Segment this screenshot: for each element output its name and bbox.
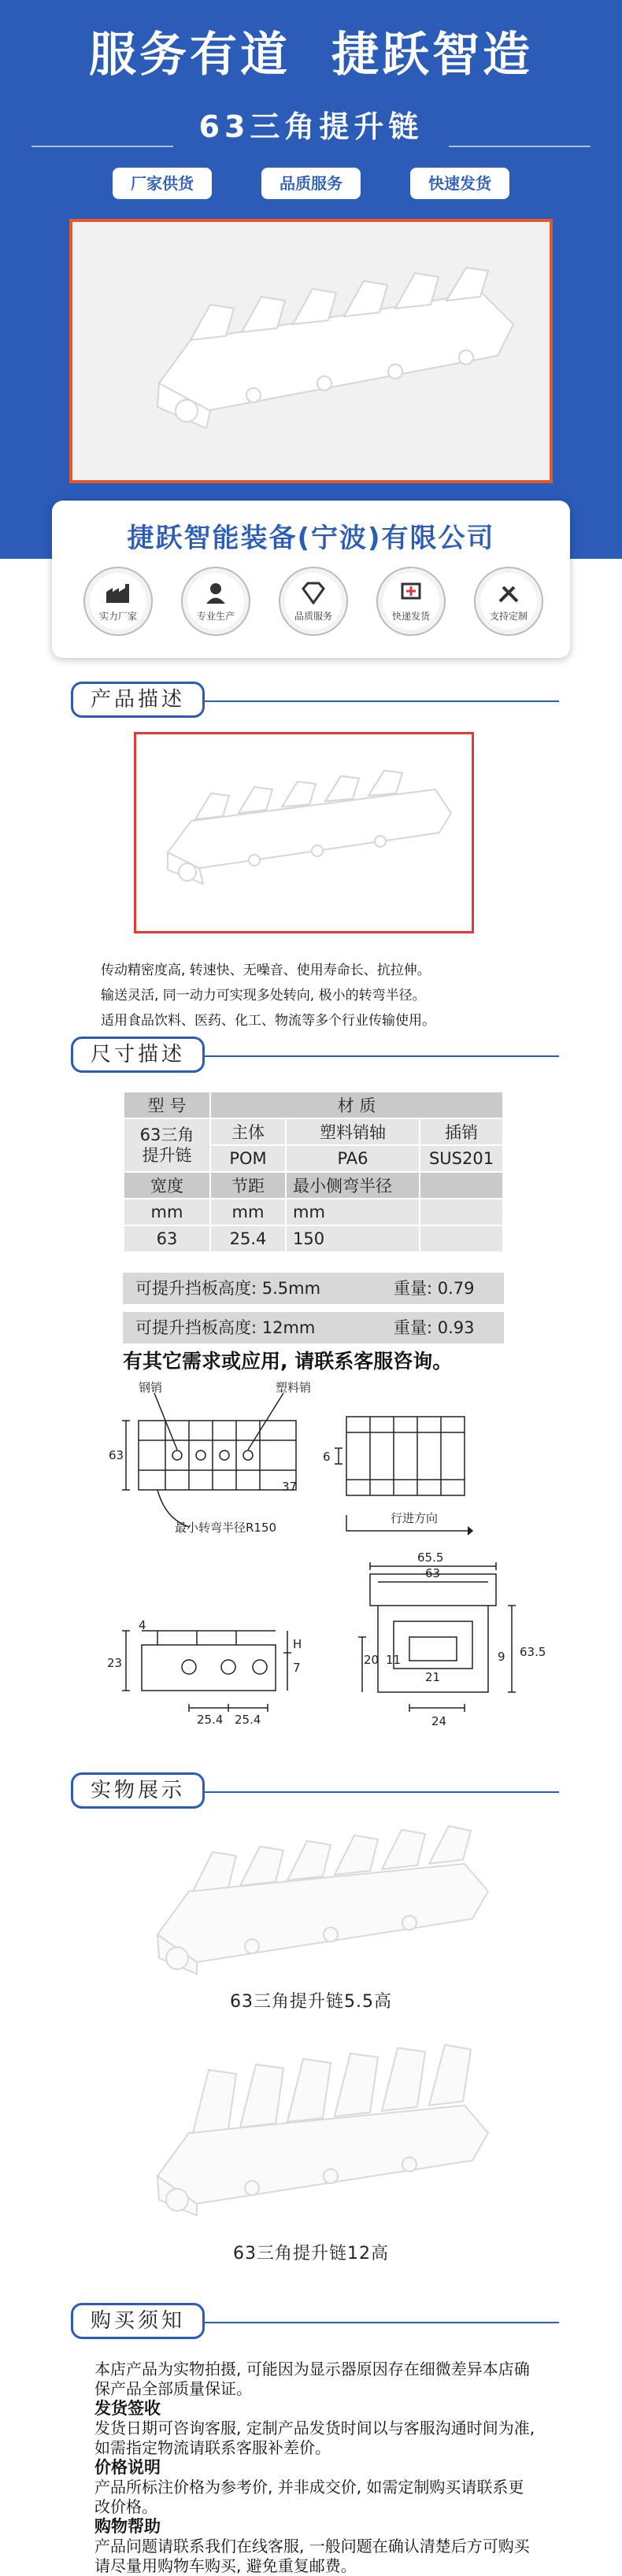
- spec-unit-pitch: mm: [210, 1199, 286, 1225]
- pill-factory-supply: 厂家供货: [113, 168, 212, 199]
- section-header-description: 产品描述: [71, 682, 205, 718]
- purchase-heading-price: 价格说明: [94, 2458, 161, 2477]
- bar1-height: 可提升挡板高度: 5.5mm: [135, 1279, 321, 1298]
- purchase-notes: [94, 2360, 535, 2576]
- purchase-heading-help: 购物帮助: [94, 2517, 161, 2536]
- spec-unit-radius: mm: [286, 1199, 420, 1225]
- dim-63-top: 63: [109, 1448, 124, 1462]
- spec-col-pitch: 节距: [210, 1172, 286, 1199]
- purchase-paragraph-4: 产品问题请联系我们在线客服, 一般问题在确认清楚后方可购买请尽量用购物车购买, 避免重复邮费。: [94, 2537, 530, 2575]
- bar2-height: 可提升挡板高度: 12mm: [135, 1318, 316, 1337]
- spec-model-name: 63三角 提升链: [124, 1118, 210, 1172]
- purchase-paragraph-2: 发货日期可咨询客服, 定制产品发货时间以与客服沟通时间为准, 如需指定物流请联系客服补差价。: [94, 2419, 535, 2457]
- product-title: 63三角提升链: [198, 109, 424, 144]
- spec-header-model: 型 号: [124, 1092, 210, 1118]
- dim-23: 23: [107, 1656, 123, 1670]
- spec-col-radius: 最小侧弯半径: [286, 1172, 420, 1199]
- dim-63-5: 63.5: [520, 1645, 546, 1659]
- description-line-3: 适用食品饮料、医药、化工、物流等多个行业传输使用。: [101, 1013, 435, 1029]
- section-header-gallery: 实物展示: [71, 1772, 205, 1809]
- dim-6: 6: [323, 1450, 331, 1464]
- dim-4: 4: [139, 1618, 146, 1632]
- badge-quality-label: 品质服务: [294, 611, 332, 622]
- dim-21: 21: [425, 1670, 441, 1684]
- badge-factory-label: 实力厂家: [98, 611, 137, 622]
- bar1-weight: 重量: 0.79: [394, 1279, 475, 1298]
- spec-plastic-pin-value: PA6: [286, 1145, 420, 1172]
- spec-header-material: 材 质: [210, 1092, 503, 1118]
- spec-pitch-value: 25.4: [210, 1225, 286, 1252]
- section-header-purchase: 购买须知: [71, 2303, 205, 2339]
- spec-col-insert-pin: 插销: [420, 1118, 503, 1145]
- dim-11: 11: [386, 1653, 402, 1667]
- spec-col-width: 宽度: [124, 1172, 210, 1199]
- plastic-pin-leader: [248, 1393, 283, 1450]
- gallery-image-12: [142, 2038, 504, 2227]
- badge-delivery-label: 快递发货: [391, 611, 430, 622]
- spec-col-body: 主体: [210, 1118, 286, 1145]
- gallery-image-5-5: [142, 1817, 504, 1982]
- dim-63-section: 63: [425, 1566, 441, 1580]
- label-steel-pin: 钢销: [139, 1380, 163, 1395]
- badge-production-label: 专业生产: [196, 611, 235, 622]
- dim-20: 20: [364, 1653, 379, 1667]
- description-line-2: 输送灵活, 同一动力可实现多处转向, 极小的转弯半径。: [101, 988, 426, 1003]
- spec-unit-width: mm: [124, 1199, 210, 1225]
- dim-7: 7: [293, 1661, 301, 1675]
- spec-radius-value: 150: [286, 1225, 420, 1252]
- label-direction: 行进方向: [391, 1511, 439, 1525]
- dim-H: H: [293, 1637, 302, 1651]
- purchase-paragraph-1: 本店产品为实物拍摄, 可能因为显示器原因存在细微差异本店确保产品全部质量保证。: [94, 2360, 530, 2398]
- dim-25-4-a: 25.4: [197, 1713, 224, 1727]
- drawing-front-view: [142, 1645, 276, 1691]
- label-min-radius: 最小转弯半径R150: [175, 1521, 277, 1535]
- pill-fast-shipping: 快速发货: [410, 168, 509, 199]
- dim-24: 24: [431, 1714, 447, 1728]
- drawing-top-view: [139, 1421, 296, 1490]
- bar2-weight: 重量: 0.93: [394, 1318, 475, 1337]
- badge-custom-label: 支持定制: [489, 611, 528, 622]
- purchase-paragraph-3: 产品所标注价格为参考价, 并非成交价, 如需定制购买请联系更改价格。: [94, 2478, 524, 2516]
- dim-37: 37: [282, 1480, 298, 1494]
- dim-9: 9: [498, 1650, 505, 1664]
- spec-col-plastic-pin: 塑料销轴: [286, 1118, 420, 1145]
- dim-65-5: 65.5: [417, 1550, 444, 1565]
- spec-width-value: 63: [124, 1225, 210, 1252]
- slogan-left: 服务有道: [89, 28, 291, 83]
- gallery-caption-5-5: 63三角提升链5.5高: [230, 1992, 392, 2012]
- spec-body-value: POM: [210, 1145, 286, 1172]
- company-name: 捷跃智能装备(宁波)有限公司: [127, 523, 495, 554]
- spec-insert-pin-value: SUS201: [420, 1145, 503, 1172]
- section-header-dimensions: 尺寸描述: [71, 1037, 205, 1073]
- description-line-1: 传动精密度高, 转速快、无噪音、使用寿命长、抗拉伸。: [101, 963, 431, 978]
- contact-note: 有其它需求或应用, 请联系客服咨询。: [123, 1350, 453, 1373]
- label-plastic-pin: 塑料销: [276, 1380, 312, 1395]
- dim-25-4-b: 25.4: [235, 1713, 261, 1727]
- gallery-caption-12: 63三角提升链12高: [233, 2244, 389, 2264]
- drawing-side-view: [346, 1417, 465, 1495]
- slogan-right: 捷跃智造: [331, 28, 533, 83]
- purchase-heading-shipping: 发货签收: [94, 2399, 161, 2418]
- pill-quality-service: 品质服务: [261, 168, 361, 199]
